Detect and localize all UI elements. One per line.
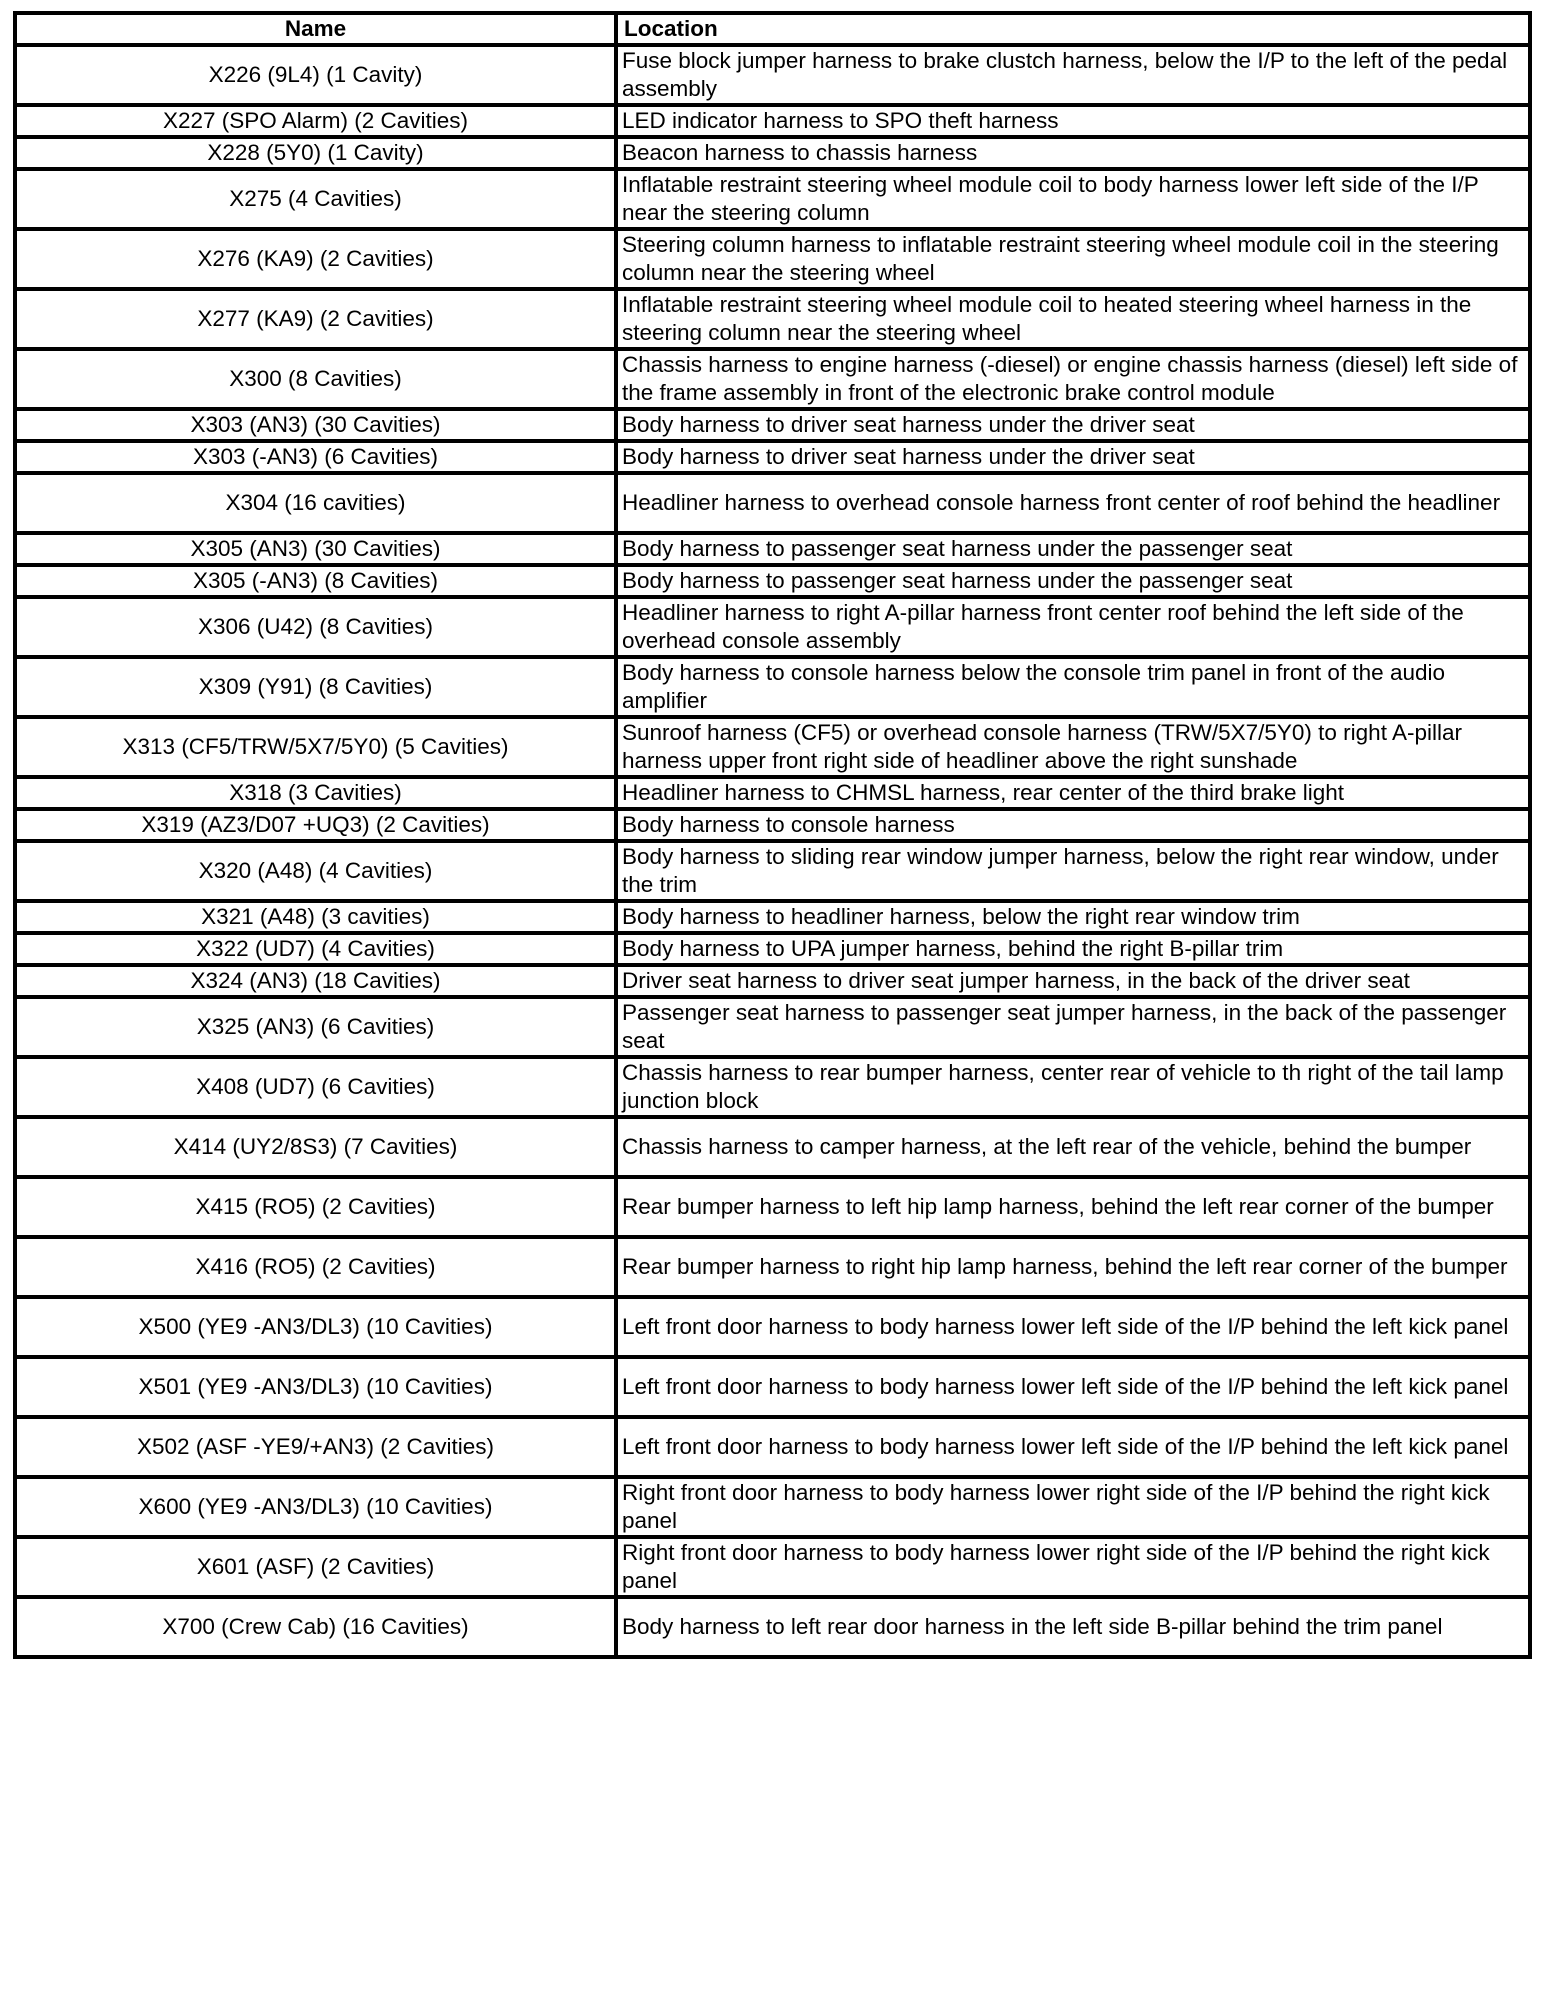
table-row	[15, 565, 1530, 597]
table-row	[15, 1057, 1530, 1117]
connector-location-cell: Body harness to left rear door harness in the left side B-pillar behind the trim panel	[616, 1597, 1530, 1657]
connector-location-cell: Body harness to headliner harness, below the right rear window trim	[616, 901, 1530, 933]
connector-location-cell: Body harness to passenger seat harness under the passenger seat	[616, 533, 1530, 565]
connector-name-cell: X313 (CF5/TRW/5X7/5Y0) (5 Cavities)	[15, 717, 616, 777]
table-row	[15, 597, 1530, 657]
connector-location-cell: Chassis harness to rear bumper harness, center rear of vehicle to th right of the tail lamp junction block	[616, 1057, 1530, 1117]
connector-location-cell: Body harness to sliding rear window jumper harness, below the right rear window, under the trim	[616, 841, 1530, 901]
connector-location-cell: Steering column harness to inflatable restraint steering wheel module coil in the steering column near the steering wheel	[616, 229, 1530, 289]
connector-name-cell: X228 (5Y0) (1 Cavity)	[15, 137, 616, 169]
connector-location-cell: Body harness to console harness	[616, 809, 1530, 841]
connector-name-cell: X277 (KA9) (2 Cavities)	[15, 289, 616, 349]
connector-location-cell: Rear bumper harness to right hip lamp harness, behind the left rear corner of the bumper	[616, 1237, 1530, 1297]
connector-location-cell: Rear bumper harness to left hip lamp harness, behind the left rear corner of the bumper	[616, 1177, 1530, 1237]
connector-name-cell: X700 (Crew Cab) (16 Cavities)	[15, 1597, 616, 1657]
table-row	[15, 169, 1530, 229]
connector-location-cell: Inflatable restraint steering wheel module coil to heated steering wheel harness in the steering column near the steering wheel	[616, 289, 1530, 349]
connector-location-cell: Body harness to console harness below the console trim panel in front of the audio amplifier	[616, 657, 1530, 717]
connector-name-cell: X300 (8 Cavities)	[15, 349, 616, 409]
connector-name-cell: X305 (AN3) (30 Cavities)	[15, 533, 616, 565]
table-header-row	[15, 13, 1530, 45]
table-row	[15, 1477, 1530, 1537]
table-row	[15, 533, 1530, 565]
table-row	[15, 657, 1530, 717]
table-row	[15, 1537, 1530, 1597]
connector-name-cell: X322 (UD7) (4 Cavities)	[15, 933, 616, 965]
connector-name-cell: X304 (16 cavities)	[15, 473, 616, 533]
connector-name-cell: X305 (-AN3) (8 Cavities)	[15, 565, 616, 597]
table-row	[15, 901, 1530, 933]
connector-name-cell: X309 (Y91) (8 Cavities)	[15, 657, 616, 717]
table-row	[15, 1597, 1530, 1657]
connector-location-cell: Inflatable restraint steering wheel module coil to body harness lower left side of the I/P near the steering column	[616, 169, 1530, 229]
connector-location-cell: Left front door harness to body harness lower left side of the I/P behind the left kick panel	[616, 1357, 1530, 1417]
connector-name-cell: X319 (AZ3/D07 +UQ3) (2 Cavities)	[15, 809, 616, 841]
connector-location-cell: Right front door harness to body harness lower right side of the I/P behind the right kick panel	[616, 1477, 1530, 1537]
connector-table-sheet	[13, 11, 1528, 1659]
connector-location-cell: Left front door harness to body harness lower left side of the I/P behind the left kick panel	[616, 1297, 1530, 1357]
connector-name-cell: X227 (SPO Alarm) (2 Cavities)	[15, 105, 616, 137]
connector-location-cell: Driver seat harness to driver seat jumper harness, in the back of the driver seat	[616, 965, 1530, 997]
connector-name-cell: X414 (UY2/8S3) (7 Cavities)	[15, 1117, 616, 1177]
connector-name-cell: X600 (YE9 -AN3/DL3) (10 Cavities)	[15, 1477, 616, 1537]
table-row	[15, 997, 1530, 1057]
table-row	[15, 1177, 1530, 1237]
table-row	[15, 965, 1530, 997]
table-row	[15, 1297, 1530, 1357]
column-header-location: Location	[616, 13, 1530, 45]
connector-location-cell: Chassis harness to engine harness (-diesel) or engine chassis harness (diesel) left side of the frame assembly in front of the electronic brake control module	[616, 349, 1530, 409]
table-row	[15, 933, 1530, 965]
connector-name-cell: X303 (AN3) (30 Cavities)	[15, 409, 616, 441]
connector-name-cell: X276 (KA9) (2 Cavities)	[15, 229, 616, 289]
connector-name-cell: X303 (-AN3) (6 Cavities)	[15, 441, 616, 473]
table-row	[15, 105, 1530, 137]
table-row	[15, 349, 1530, 409]
connector-location-cell: Beacon harness to chassis harness	[616, 137, 1530, 169]
table-row	[15, 289, 1530, 349]
connector-name-cell: X226 (9L4) (1 Cavity)	[15, 45, 616, 105]
connector-name-cell: X306 (U42) (8 Cavities)	[15, 597, 616, 657]
connector-location-cell: Chassis harness to camper harness, at the left rear of the vehicle, behind the bumper	[616, 1117, 1530, 1177]
connector-location-cell: Left front door harness to body harness lower left side of the I/P behind the left kick panel	[616, 1417, 1530, 1477]
table-body	[15, 45, 1530, 1657]
connector-location-cell: Headliner harness to right A-pillar harness front center roof behind the left side of the overhead console assembly	[616, 597, 1530, 657]
table-row	[15, 45, 1530, 105]
connector-name-cell: X324 (AN3) (18 Cavities)	[15, 965, 616, 997]
connector-name-cell: X320 (A48) (4 Cavities)	[15, 841, 616, 901]
connector-location-cell: Body harness to driver seat harness under the driver seat	[616, 409, 1530, 441]
table-row	[15, 809, 1530, 841]
connector-location-cell: LED indicator harness to SPO theft harness	[616, 105, 1530, 137]
table-row	[15, 137, 1530, 169]
table-row	[15, 229, 1530, 289]
connector-name-cell: X501 (YE9 -AN3/DL3) (10 Cavities)	[15, 1357, 616, 1417]
connector-location-cell: Body harness to driver seat harness under the driver seat	[616, 441, 1530, 473]
connector-name-cell: X415 (RO5) (2 Cavities)	[15, 1177, 616, 1237]
table-row	[15, 1357, 1530, 1417]
connector-location-cell: Headliner harness to overhead console harness front center of roof behind the headliner	[616, 473, 1530, 533]
table-row	[15, 841, 1530, 901]
connector-name-cell: X502 (ASF -YE9/+AN3) (2 Cavities)	[15, 1417, 616, 1477]
connector-name-cell: X416 (RO5) (2 Cavities)	[15, 1237, 616, 1297]
table-row	[15, 777, 1530, 809]
table-row	[15, 1237, 1530, 1297]
table-row	[15, 409, 1530, 441]
connector-name-cell: X318 (3 Cavities)	[15, 777, 616, 809]
table-row	[15, 441, 1530, 473]
connector-location-cell: Sunroof harness (CF5) or overhead console harness (TRW/5X7/5Y0) to right A-pillar harness upper front right side of headliner above the right sunshade	[616, 717, 1530, 777]
table-row	[15, 717, 1530, 777]
connector-location-cell: Headliner harness to CHMSL harness, rear center of the third brake light	[616, 777, 1530, 809]
connector-location-cell: Right front door harness to body harness lower right side of the I/P behind the right kick panel	[616, 1537, 1530, 1597]
connector-name-cell: X321 (A48) (3 cavities)	[15, 901, 616, 933]
connector-name-cell: X325 (AN3) (6 Cavities)	[15, 997, 616, 1057]
connector-location-cell: Passenger seat harness to passenger seat jumper harness, in the back of the passenger seat	[616, 997, 1530, 1057]
table-row	[15, 473, 1530, 533]
connector-location-cell: Fuse block jumper harness to brake clustch harness, below the I/P to the left of the pedal assembly	[616, 45, 1530, 105]
table-row	[15, 1117, 1530, 1177]
connector-name-cell: X601 (ASF) (2 Cavities)	[15, 1537, 616, 1597]
connector-name-cell: X500 (YE9 -AN3/DL3) (10 Cavities)	[15, 1297, 616, 1357]
connector-location-table	[13, 11, 1532, 1659]
connector-name-cell: X408 (UD7) (6 Cavities)	[15, 1057, 616, 1117]
connector-name-cell: X275 (4 Cavities)	[15, 169, 616, 229]
table-row	[15, 1417, 1530, 1477]
connector-location-cell: Body harness to passenger seat harness under the passenger seat	[616, 565, 1530, 597]
column-header-name: Name	[15, 13, 616, 45]
connector-location-cell: Body harness to UPA jumper harness, behind the right B-pillar trim	[616, 933, 1530, 965]
